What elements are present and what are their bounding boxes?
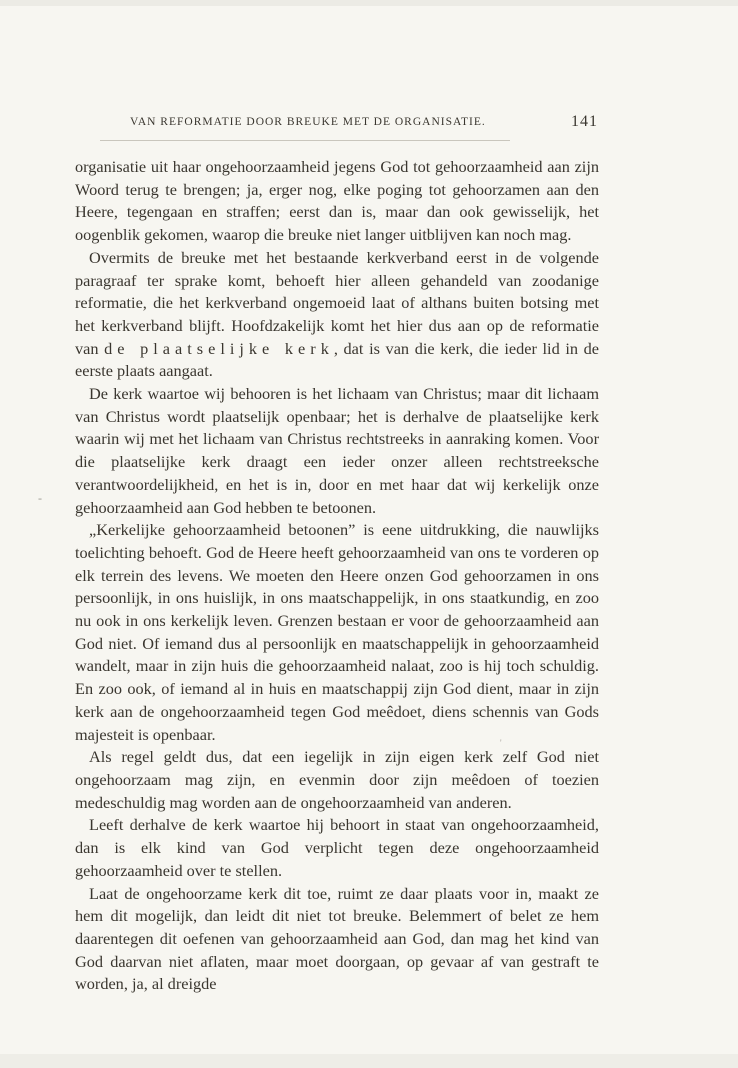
header-rule xyxy=(100,140,510,141)
paragraph xyxy=(75,883,599,997)
paragraph-text: , dat is van die kerk, die ieder lid in de eerste plaats aangaat. xyxy=(75,338,600,381)
paragraph-text: Leeft derhalve de kerk waartoe hij behoort in staat van ongehoorzaamheid, dan is elk kind van God verplicht tegen deze ongehoorzaamheid gehoorzaamheid over te stellen. xyxy=(75,815,599,880)
running-header-title: VAN REFORMATIE DOOR BREUKE MET DE ORGANISATIE. xyxy=(130,116,486,128)
body-text xyxy=(75,156,599,996)
page-number: 141 xyxy=(571,113,598,130)
page-bottom-edge xyxy=(0,1054,738,1068)
paragraph xyxy=(75,247,599,383)
paragraph-text: organisatie uit haar ongehoorzaamheid jegens God tot gehoorzaamheid aan zijn Woord terug te brengen; ja, erger nog, elke poging tot gehoorzamen aan den Heere, tegengaan en straffen; eerst dan is, maar dan ook gewisselijk, het oogenblik gekomen, waarop die breuke niet langer uitblijven kan noch mag. xyxy=(75,157,599,245)
paragraph-text: Overmits de breuke met het bestaande kerkverband eerst in de volgende paragraaf ter sprake komt, behoeft hier alleen gehandeld van zoodanige reformatie, die het kerkverband ongemoeid laat of althans buiten botsing met het kerkverband blijft. Hoofdzakelijk komt het hier dus aan op de reformatie van xyxy=(75,247,599,358)
emphasized-spaced-text: de plaatselijke kerk xyxy=(104,338,334,358)
paragraph-text: Laat de ongehoorzame kerk dit toe, ruimt ze daar plaats voor in, maakt ze hem dit mogelijk, dan leidt dit niet tot breuke. Belemmert of belet ze hem daarentegen dit oefenen van gehoorzaamheid aan God, dan mag het kind van God daarvan niet aflaten, maar moet doorgaan, op gevaar af van gestraft te worden, ja, al dreigde xyxy=(75,883,599,994)
page-top-edge xyxy=(0,0,738,6)
stray-mark: ' xyxy=(500,738,502,748)
paragraph xyxy=(75,156,599,247)
margin-mark: - xyxy=(38,491,42,505)
paragraph xyxy=(75,519,599,746)
running-header xyxy=(130,113,598,138)
paragraph-text: Als regel geldt dus, dat een iegelijk in zijn eigen kerk zelf God niet ongehoorzaam mag zijn, en evenmin door zijn meêdoen of toezien medeschuldig mag worden aan de ongehoorzaamheid van anderen. xyxy=(75,747,599,812)
paragraph xyxy=(75,383,599,519)
paragraph-text: „Kerkelijke gehoorzaamheid betoonen” is eene uitdrukking, die nauwlijks toelichting behoeft. God de Heere heeft gehoorzaamheid van ons te vorderen op elk terrein des levens. We moeten den Heere onzen God gehoorzamen in ons persoonlijk, in ons huislijk, in ons maatschappelijk, in ons staatkundig, en zoo nu ook in ons kerkelijk leven. Grenzen bestaan er voor de gehoorzaamheid aan God niet. Of iemand dus al persoonlijk en maatschappelijk in gehoorzaamheid wandelt, maar in zijn huis die gehoorzaamheid nalaat, zoo is hij toch schuldig. En zoo ook, of iemand al in huis en maatschappij zijn God dient, maar in zijn kerk aan de ongehoorzaamheid tegen God meêdoet, diens schennis van Gods majesteit is openbaar. xyxy=(75,520,599,744)
paragraph xyxy=(75,746,599,814)
paragraph-text: De kerk waartoe wij behooren is het lichaam van Christus; maar dit lichaam van Christus wordt plaatselijk openbaar; het is derhalve de plaatselijke kerk waarin wij met het lichaam van Christus rechtstreeks in aanraking komen. Voor die plaatselijke kerk draagt een ieder onzer alleen rechtstreeksche verantwoordelijkheid, en het is in, door en met haar dat wij kerkelijk onze gehoorzaamheid aan God hebben te betoonen. xyxy=(75,384,599,517)
paragraph xyxy=(75,814,599,882)
